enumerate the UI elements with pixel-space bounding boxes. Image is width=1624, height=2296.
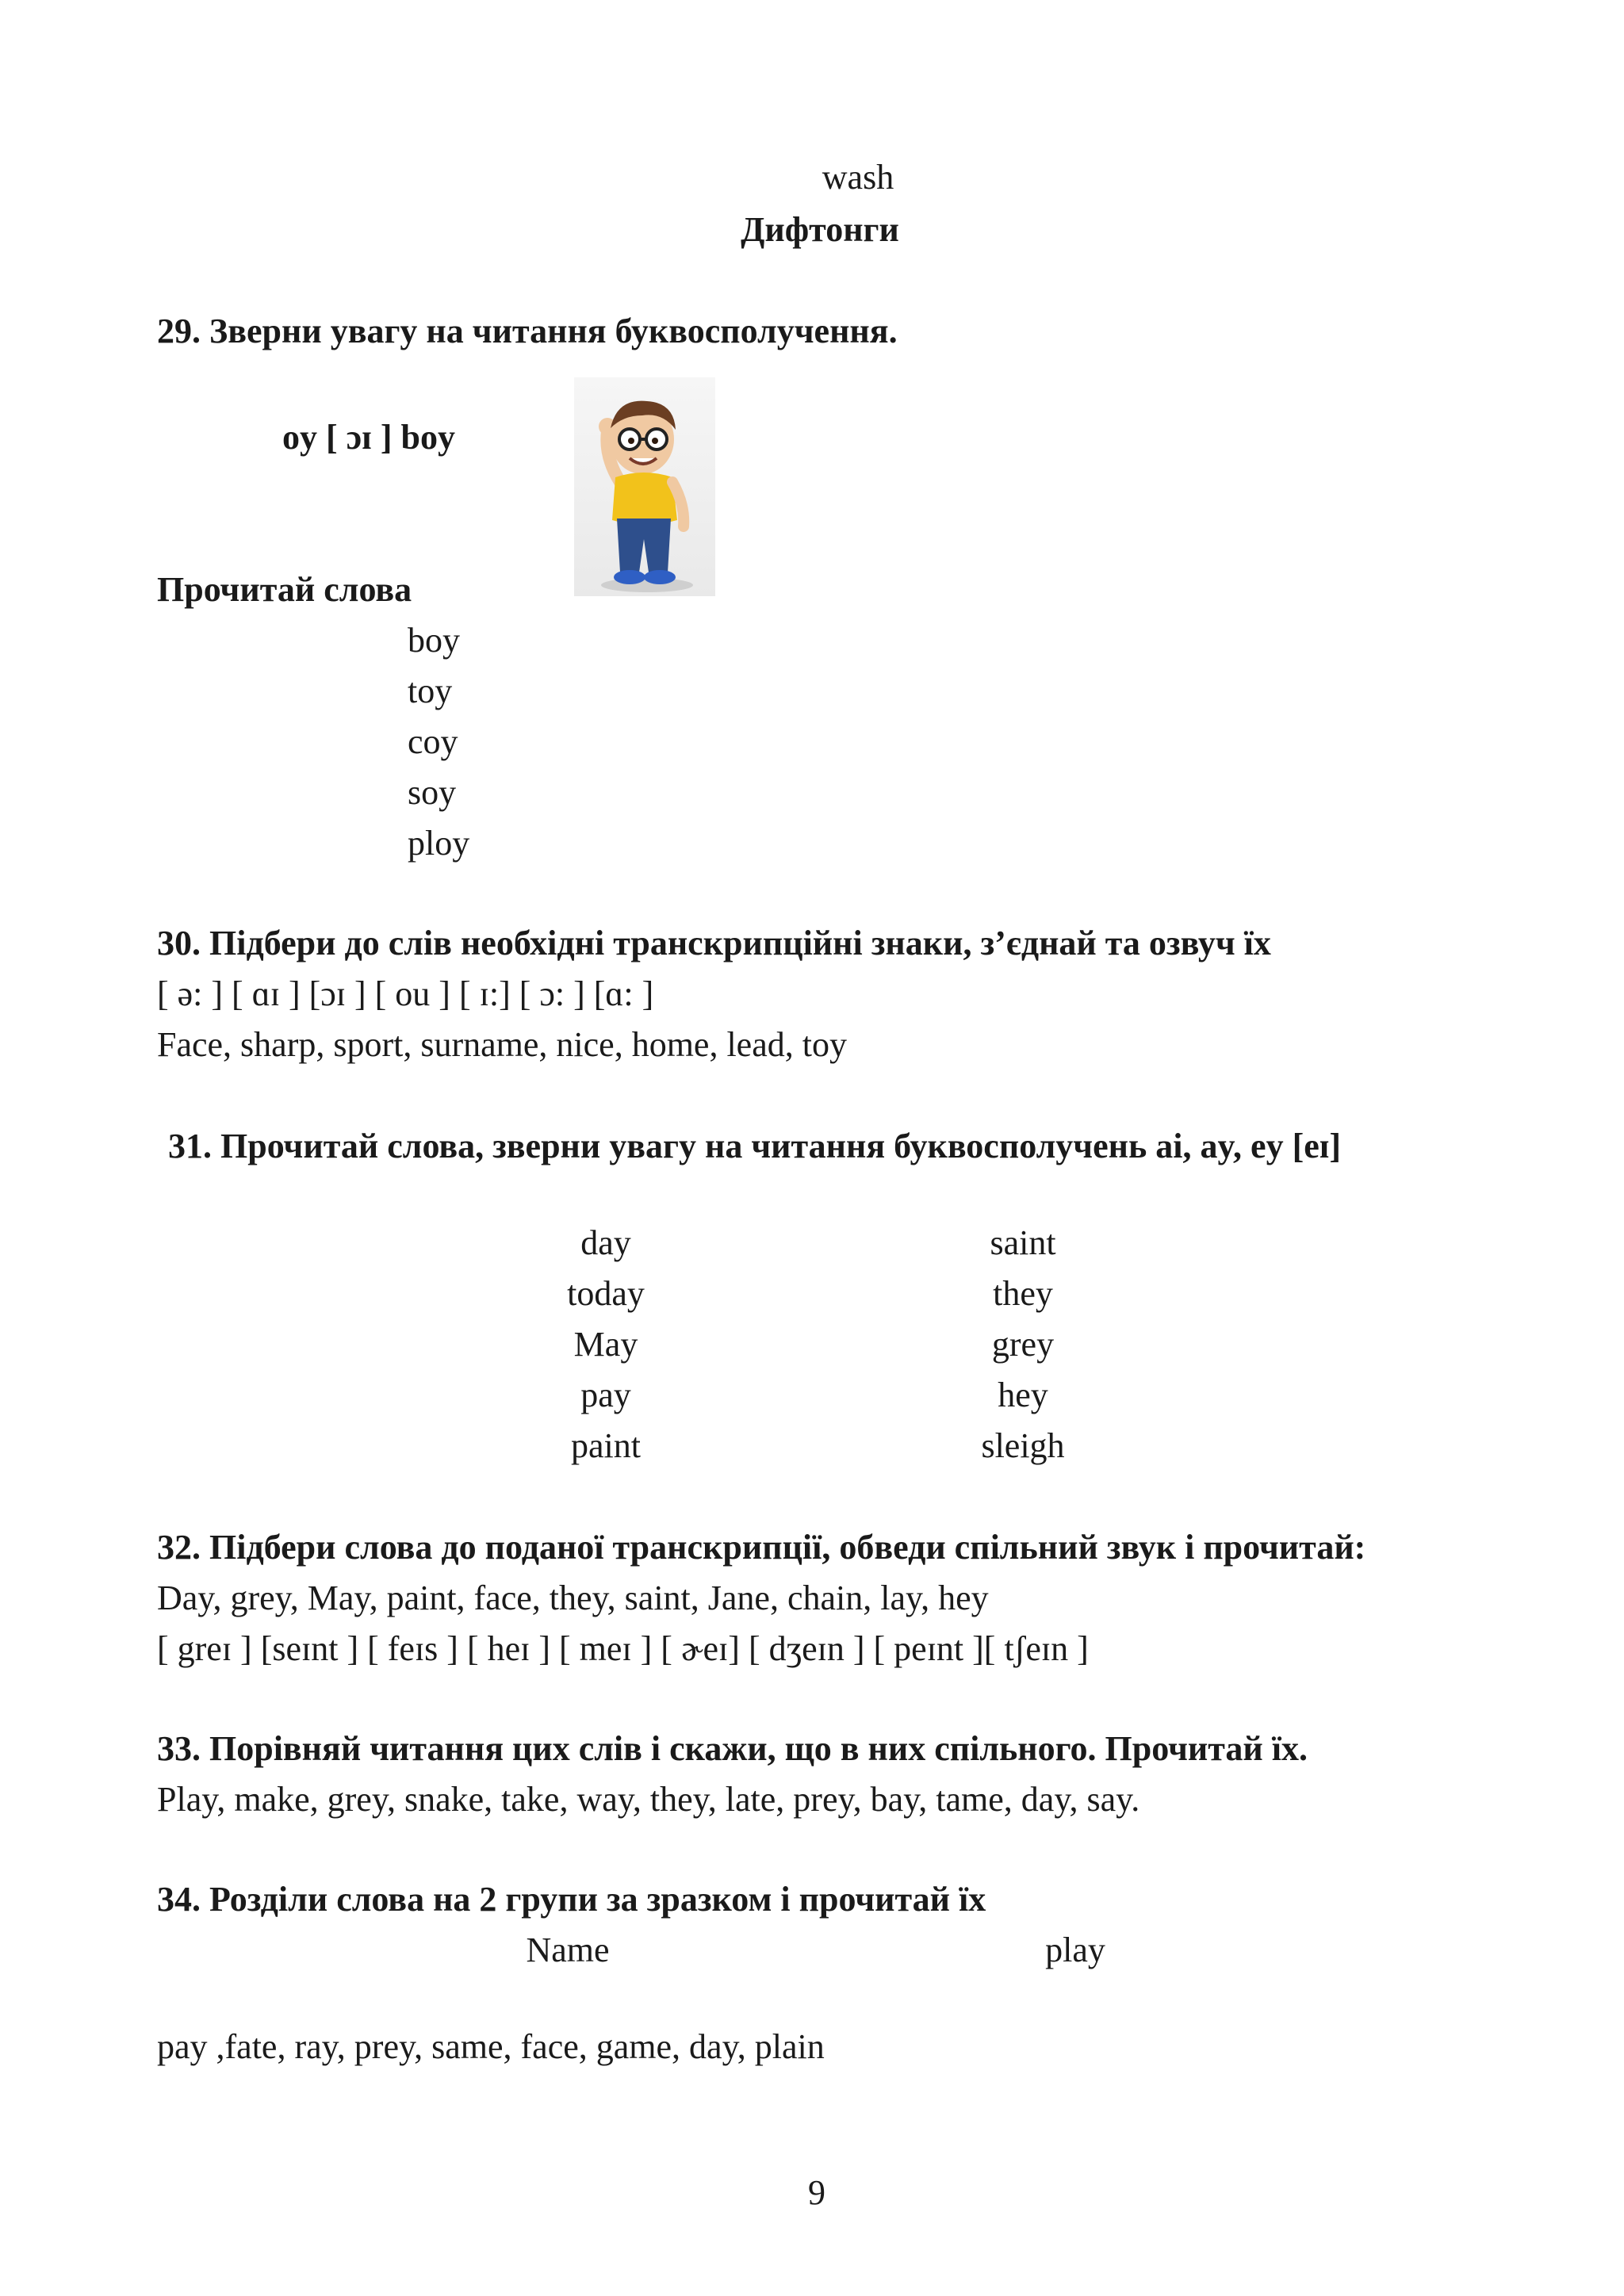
list-item: soy — [408, 773, 457, 812]
exercise-34-words: pay ,fate, ray, prey, same, face, game, day, plain — [157, 2027, 825, 2066]
exercise-32-heading: 32. Підбери слова до поданої транскрипції, обведи спільний звук і прочитай: — [157, 1528, 1366, 1567]
list-item: pay — [580, 1376, 631, 1414]
exercise-31-heading: 31. Прочитай слова, зверни увагу на читання буквосполучень ai, ay, ey [eɪ] — [168, 1127, 1342, 1165]
list-item: today — [567, 1274, 645, 1313]
list-item: toy — [408, 672, 453, 710]
exercise-32-transcriptions: [ greɪ ] [seɪnt ] [ feɪs ] [ heɪ ] [ meɪ ] [ ɚeɪ] [ dʒeɪn ] [ peɪnt ][ tʃeɪn ] — [157, 1629, 1089, 1668]
section-title: Дифтонги — [741, 210, 899, 249]
list-item: May — [573, 1325, 638, 1364]
list-item: boy — [408, 621, 460, 660]
list-item: coy — [408, 722, 458, 761]
boy-with-glasses-icon — [574, 377, 715, 596]
exercise-34-group-left: Name — [526, 1931, 610, 1969]
boy-illustration — [574, 377, 715, 596]
exercise-29-read-label: Прочитай слова — [157, 570, 412, 609]
list-item: they — [993, 1274, 1053, 1313]
list-item: paint — [571, 1426, 641, 1465]
list-item: saint — [990, 1223, 1056, 1262]
exercise-32-words: Day, grey, May, paint, face, they, saint, Jane, chain, lay, hey — [157, 1578, 989, 1617]
list-item: day — [580, 1223, 631, 1262]
exercise-33-words: Play, make, grey, snake, take, way, they, late, prey, bay, tame, day, say. — [157, 1780, 1140, 1819]
exercise-29-heading: 29. Зверни увагу на читання буквосполучення. — [157, 312, 898, 350]
exercise-34-heading: 34. Розділи слова на 2 групи за зразком і прочитай їх — [157, 1880, 986, 1919]
top-word: wash — [822, 158, 894, 197]
list-item: sleigh — [981, 1426, 1065, 1465]
list-item: ploy — [408, 824, 470, 863]
list-item: grey — [991, 1325, 1055, 1364]
exercise-30-heading: 30. Підбери до слів необхідні транскрипційні знаки, з’єднай та озвуч їх — [157, 924, 1271, 962]
exercise-34-group-right: play — [1045, 1931, 1105, 1969]
exercise-30-words: Face, sharp, sport, surname, nice, home, lead, toy — [157, 1025, 847, 1064]
list-item: hey — [998, 1376, 1048, 1414]
exercise-29-rule: oy [ ɔɪ ] boy — [282, 418, 455, 457]
page-number: 9 — [808, 2173, 825, 2212]
exercise-30-symbols: [ ə: ] [ ɑɪ ] [ɔɪ ] [ ou ] [ ɪ:] [ ɔ: ] [ɑ: ] — [157, 974, 654, 1013]
exercise-33-heading: 33. Порівняй читання цих слів і скажи, що в них спільного. Прочитай їх. — [157, 1729, 1308, 1768]
